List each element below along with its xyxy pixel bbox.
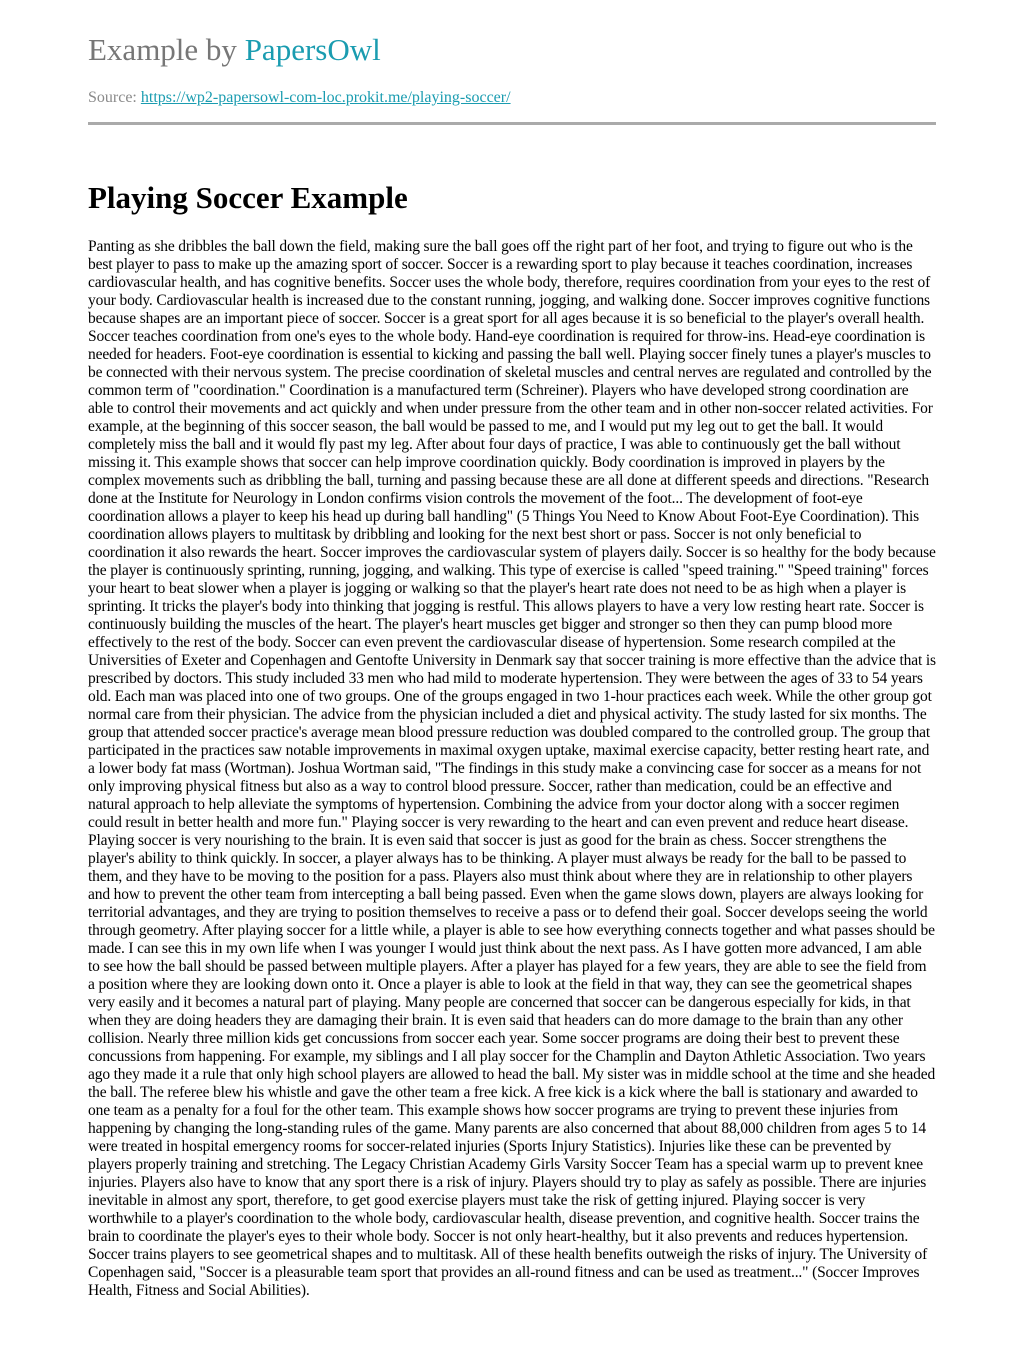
- brand-prefix: Example by: [88, 32, 245, 67]
- page-header: [88, 30, 936, 108]
- source-link[interactable]: https://wp2-papersowl-com-loc.prokit.me/playing-soccer/: [140, 89, 511, 106]
- brand-name[interactable]: PapersOwl: [244, 32, 381, 67]
- essay-body: Panting as she dribbles the ball down the field, making sure the ball goes off the right part of her foot, and trying to figure out who is the best player to pass to make up the amazing sport of soccer. Soccer is a rewarding sport to play because it teaches coordination, increases cardiovascular health, and has cognitive benefits. Soccer uses the whole body, therefore, requires coordination from your eyes to the rest of your body. Cardiovascular health is increased due to the constant running, jogging, and walking done. Soccer improves cognitive functions because shapes are an important piece of soccer. Soccer is a great sport for all ages because it is so beneficial to the player's overall health. Soccer teaches coordination from one's eyes to the whole body. Hand-eye coordination is required for throw-ins. Head-eye coordination is needed for headers. Foot-eye coordination is essential to kicking and passing the ball well. Playing soccer finely tunes a player's muscles to be connected with their nervous system. The precise coordination of skeletal muscles and central nerves are regulated and controlled by the common term of "coordination." Coordination is a manufactured term (Schreiner). Players who have developed strong coordination are able to control their movements and act quickly and when under pressure from the other team and in other non-soccer related activities. For example, at the beginning of this soccer season, the ball would be passed to me, and I would put my leg out to get the ball. It would completely miss the ball and it would fly past my leg. After about four days of practice, I was able to continuously get the ball without missing it. This example shows that soccer can help improve coordination quickly. Body coordination is improved in players by the complex movements such as dribbling the ball, turning and passing because these are all done at different speeds and directions. "Research done at the Institute for Neurology in London confirms vision controls the movement of the foot... The development of foot-eye coordination allows a player to keep his head up during ball handling" (5 Things You Need to Know About Foot-Eye Coordination). This coordination allows players to multitask by dribbling and looking for the next best short or pass. Soccer is not only beneficial to coordination it also rewards the heart. Soccer improves the cardiovascular system of players daily. Soccer is so healthy for the body because the player is continuously sprinting, running, jogging, and walking. This type of exercise is called "speed training." "Speed training" forces your heart to beat slower when a player is jogging or walking so that the player's heart rate does not need to be as high when a player is sprinting. It tricks the player's body into thinking that jogging is restful. This allows players to have a very low resting heart rate. Soccer is continuously building the muscles of the heart. The player's heart muscles get bigger and stronger so then they can pump blood more effectively to the rest of the body. Soccer can even prevent the cardiovascular disease of hypertension. Some research compiled at the Universities of Exeter and Copenhagen and Gentofte University in Denmark say that soccer training is more effective than the advice that is prescribed by doctors. This study included 33 men who had mild to moderate hypertension. They were between the ages of 33 to 54 years old. Each man was placed into one of two groups. One of the groups engaged in two 1-hour practices each week. While the other group got normal care from their physician. The advice from the physician included a diet and physical activity. The study lasted for six months. The group that attended soccer practice's average mean blood pressure reduction was doubled compared to the controlled group. The group that participated in the practices saw notable improvements in maximal oxygen uptake, maximal exercise capacity, better resting heart rate, and a lower body fat mass (Wortman). Joshua Wortman said, "The findings in this study make a convincing case for soccer as a means for not only improving physical fitness but also as a way to control blood pressure. Soccer, rather than medication, could be an effective and natural approach to help alleviate the symptoms of hypertension. Combining the advice from your doctor along with a soccer regimen could result in better health and more fun." Playing soccer is very rewarding to the heart and can even prevent and reduce heart disease. Playing soccer is very nourishing to the brain. It is even said that soccer is just as good for the brain as chess. Soccer strengthens the player's ability to think quickly. In soccer, a player always has to be thinking. A player must always be ready for the ball to be passed to them, and they have to be moving to the position for a pass. Players also must think about where they are in relationship to other players and how to prevent the other team from intercepting a ball being passed. Even when the game slows down, players are always looking for territorial advantages, and they are trying to position themselves to receive a pass or to defend their goal. Soccer develops seeing the world through geometry. After playing soccer for a little while, a player is able to see how everything connects together and what passes should be made. I can see this in my own life when I was younger I would just think about the next pass. As I have gotten more advanced, I am able to see how the ball should be passed between multiple players. After a player has played for a few years, they are able to see the field from a position where they are looking down onto it. Once a player is able to look at the field in that way, they can see the geometrical shapes very easily and it becomes a natural part of playing. Many people are concerned that soccer can be dangerous especially for kids, in that when they are doing headers they are damaging their brain. It is even said that headers can do more damage to the brain than any other collision. Nearly three million kids get concussions from soccer each year. Some soccer programs are doing their best to prevent these concussions from happening. For example, my siblings and I all play soccer for the Champlin and Dayton Athletic Association. Two years ago they made it a rule that only high school players are allowed to head the ball. My sister was in middle school at the time and she headed the ball. The referee blew his whistle and gave the other team a free kick. A free kick is a kick where the ball is stationary and awarded to one team as a penalty for a foul for the other team. This example shows how soccer programs are trying to prevent these injuries from happening by changing the long-standing rules of the game. Many parents are also concerned that about 88,000 children from ages 5 to 14 were treated in hospital emergency rooms for soccer-related injuries (Sports Injury Statistics). Injuries like these can be prevented by players properly training and stretching. The Legacy Christian Academy Girls Varsity Soccer Team has a special warm up to prevent knee injuries. Players also have to know that any sport there is a risk of injury. Players should try to play as safely as possible. There are injuries inevitable in almost any sport, therefore, to get good exercise players must take the risk of getting injured. Playing soccer is very worthwhile to a player's coordination to the whole body, cardiovascular health, disease prevention, and cognitive health. Soccer trains the brain to coordinate the player's eyes to their whole body. Soccer is not only heart-healthy, but it also prevents and reduces hypertension. Soccer trains players to see geometrical shapes and to multitask. All of these health benefits outweigh the risks of injury. The University of Copenhagen said, "Soccer is a pleasurable team sport that provides an all-round fitness and can be used as treatment..." (Soccer Improves Health, Fitness and Social Abilities).: [88, 238, 936, 1299]
- page-title: Playing Soccer Example: [88, 180, 408, 215]
- source-line: [88, 88, 936, 108]
- brand-line: [88, 30, 936, 70]
- header-divider: [88, 122, 936, 125]
- source-label: Source:: [88, 89, 141, 106]
